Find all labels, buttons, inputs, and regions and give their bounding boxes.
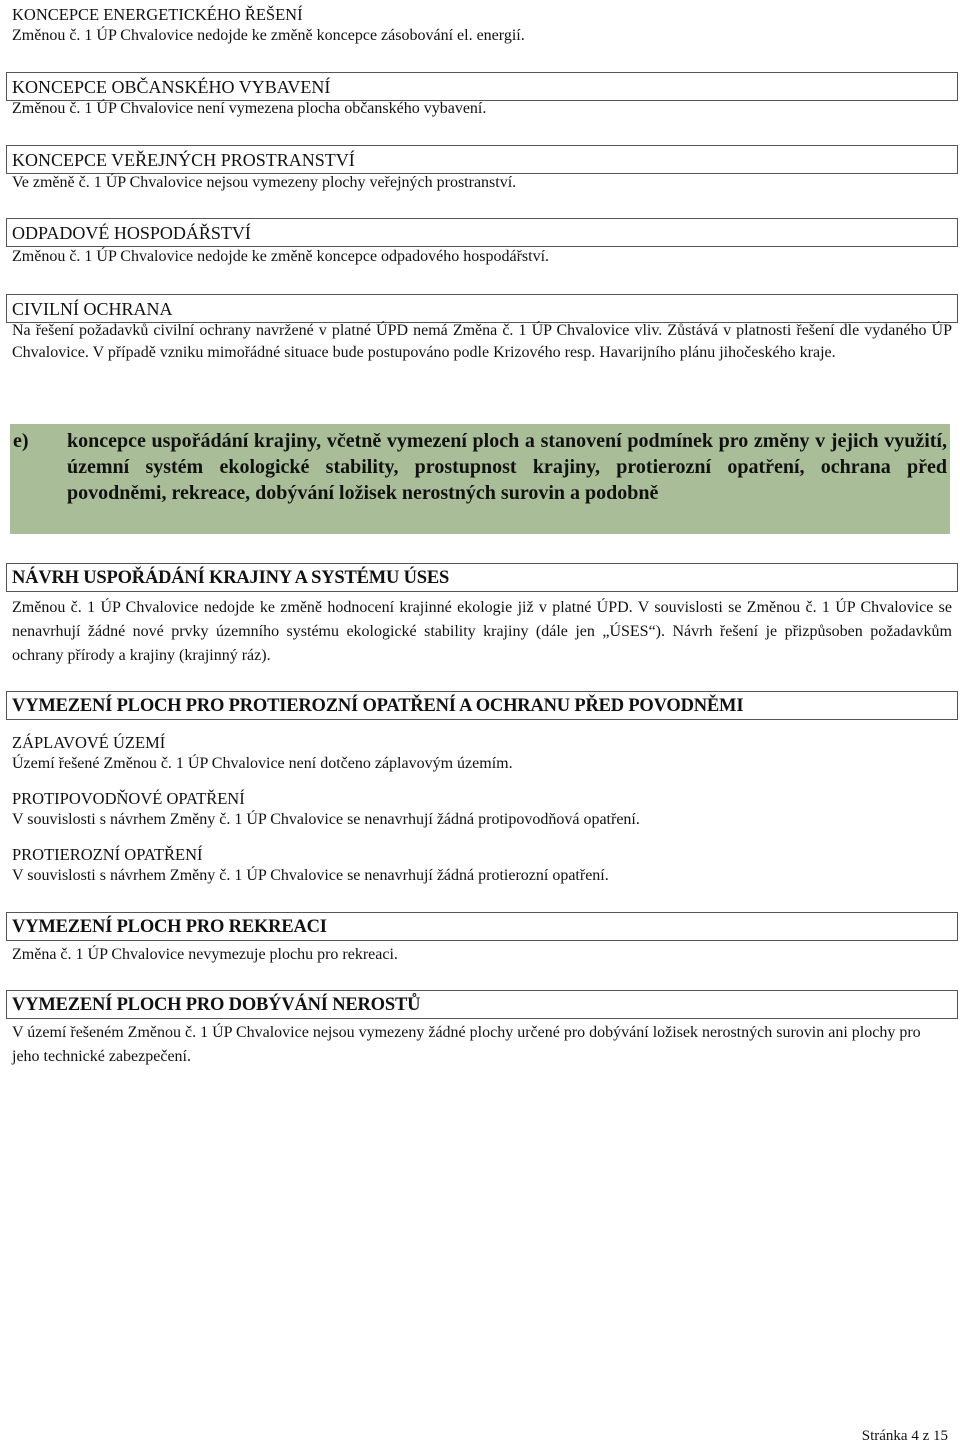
recreation-text: Změna č. 1 ÚP Chvalovice nevymezuje plochu pro rekreaci. <box>12 946 398 963</box>
section-e-letter: e) <box>13 430 29 452</box>
public-space-heading: KONCEPCE VEŘEJNÝCH PROSTRANSTVÍ <box>6 145 958 174</box>
waste-text: Změnou č. 1 ÚP Chvalovice nedojde ke změně koncepce odpadového hospodářství. <box>12 248 550 265</box>
section-e-title: koncepce uspořádání krajiny, včetně vymezení ploch a stanovení podmínek pro změny v jejich využití, územní systém ekologické stability, prostupnost krajiny, protierozní opatření, ochrana před povodněmi, rekreace, dobývání ložisek nerostných surovin a podobně <box>67 430 947 504</box>
flood-sub2-text: V souvislosti s návrhem Změny č. 1 ÚP Chvalovice se nenavrhují žádná protipovodňová opatření. <box>12 811 640 828</box>
public-space-section <box>12 172 952 194</box>
landscape-heading: NÁVRH USPOŘÁDÁNÍ KRAJINY A SYSTÉMU ÚSES <box>6 563 958 592</box>
flood-sub3-text: V souvislosti s návrhem Změny č. 1 ÚP Chvalovice se nenavrhují žádná protierozní opatření. <box>12 867 609 884</box>
civil-protection-heading: CIVILNÍ OCHRANA <box>6 294 958 323</box>
public-space-text: Ve změně č. 1 ÚP Chvalovice nejsou vymezeny plochy veřejných prostranství. <box>12 174 517 191</box>
waste-heading: ODPADOVÉ HOSPODÁŘSTVÍ <box>6 218 958 247</box>
flood-sub3-title: PROTIEROZNÍ OPATŘENÍ <box>12 845 203 864</box>
recreation-section <box>12 944 952 966</box>
waste-section <box>12 246 952 268</box>
page-number: Stránka 4 z 15 <box>861 1428 948 1444</box>
mining-section <box>12 1021 952 1069</box>
mining-heading: VYMEZENÍ PLOCH PRO DOBÝVÁNÍ NEROSTŮ <box>6 990 958 1019</box>
civic-section <box>12 98 952 120</box>
landscape-text: Změnou č. 1 ÚP Chvalovice nedojde ke změně hodnocení krajinné ekologie již v platné ÚPD. V souvislosti se Změnou č. 1 ÚP Chvalovice se nenavrhují žádné nové prvky územního systému ekologické stability krajiny (dále jen „ÚSES“). Návrh řešení je přizpůsoben požadavkům ochrany přírody a krajiny (krajinný ráz). <box>12 599 952 664</box>
recreation-heading: VYMEZENÍ PLOCH PRO REKREACI <box>6 912 958 941</box>
flood-sub2-title: PROTIPOVODŇOVÉ OPATŘENÍ <box>12 789 245 808</box>
civil-protection-text: Na řešení požadavků civilní ochrany navržené v platné ÚPD nemá Změna č. 1 ÚP Chvalovice vliv. Zůstává v platnosti řešení dle vydaného ÚP Chvalovice. V případě vzniku mimořádné situace bude postupováno podle Krizového resp. Havarijního plánu jihočeského kraje. <box>12 322 952 361</box>
energy-section <box>12 5 952 47</box>
civil-protection-section <box>12 320 952 364</box>
civic-text: Změnou č. 1 ÚP Chvalovice není vymezena plocha občanského vybavení. <box>12 100 487 117</box>
flood-section <box>12 733 952 887</box>
energy-title: KONCEPCE ENERGETICKÉHO ŘEŠENÍ <box>12 5 303 24</box>
landscape-section <box>12 596 952 668</box>
civic-heading: KONCEPCE OBČANSKÉHO VYBAVENÍ <box>6 72 958 101</box>
energy-text: Změnou č. 1 ÚP Chvalovice nedojde ke změně koncepce zásobování el. energií. <box>12 27 525 44</box>
flood-sub1-text: Území řešené Změnou č. 1 ÚP Chvalovice není dotčeno záplavovým územím. <box>12 755 513 772</box>
section-e-banner <box>10 424 950 534</box>
flood-heading: VYMEZENÍ PLOCH PRO PROTIEROZNÍ OPATŘENÍ A OCHRANU PŘED POVODNĚMI <box>6 691 958 720</box>
mining-text: V území řešeném Změnou č. 1 ÚP Chvalovice nejsou vymezeny žádné plochy určené pro dobývání ložisek nerostných surovin ani plochy pro jeho technické zabezpečení. <box>12 1024 921 1065</box>
flood-sub1-title: ZÁPLAVOVÉ ÚZEMÍ <box>12 733 166 752</box>
